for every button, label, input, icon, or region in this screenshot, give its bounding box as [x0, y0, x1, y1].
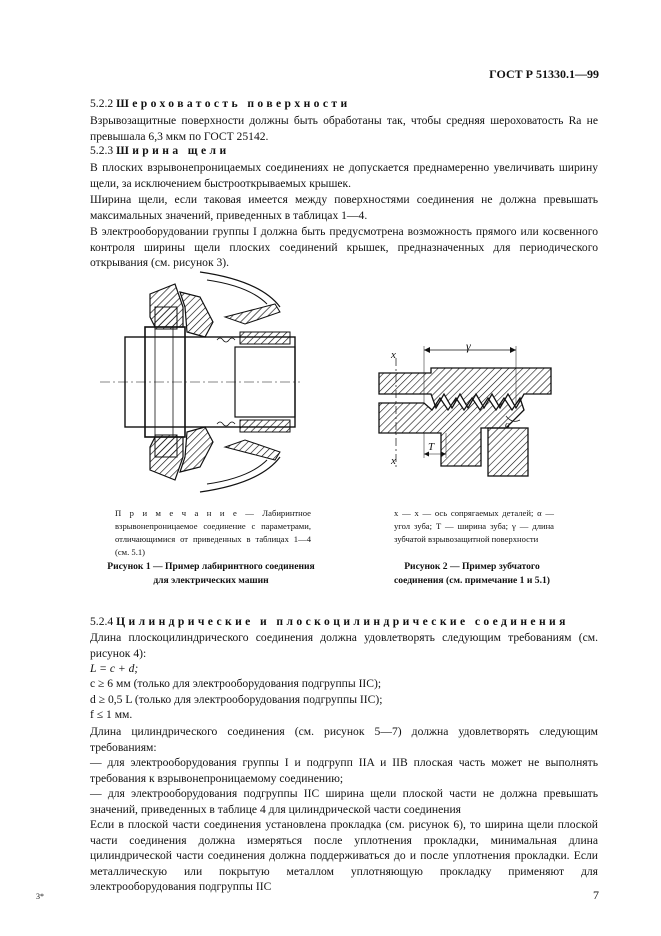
section-title: Цилиндрические и плоскоцилиндрические соединения — [116, 615, 569, 628]
paragraph-gap-1: В плоских взрывонепроницаемых соединениях не допускается преднамеренно увеличивать ширину щели, за исключением быстрооткрываемых крышек. — [90, 161, 598, 190]
label-gamma: γ — [466, 339, 471, 353]
figure-2-caption: Рисунок 2 — Пример зубчатого соединения (см. примечание 1 и 5.1) — [394, 561, 550, 586]
paragraph-group-IIC: — для электрооборудования подгруппы IIC ширина щели плоской части не должна превышать значений, приведенных в таблице 4 для цилиндрической части соединения — [90, 787, 598, 816]
section-5-2-4-heading — [90, 615, 569, 628]
figure-2-drawing — [376, 338, 556, 478]
section-number: 5.2.4 — [90, 615, 114, 628]
section-number: 5.2.3 — [90, 144, 114, 157]
paragraph-gap-2: Ширина щели, если таковая имеется между поверхностями соединения не должна превышать максимальных значений, приведенных в таблицах 1—4. — [90, 193, 598, 222]
figure-2-note: x — x — ось сопрягаемых деталей; α — угол зуба; T — ширина зуба; γ — длина зубчатой взрывозащитной поверхности — [394, 508, 554, 544]
section-title: Шероховатость поверхности — [116, 97, 351, 110]
formula-c: c ≥ 6 мм (только для электрооборудования подгруппы IIC); — [90, 677, 382, 690]
formula-f: f ≤ 1 мм. — [90, 708, 133, 721]
document-code: ГОСТ Р 51330.1—99 — [489, 67, 599, 81]
label-x-top: x — [391, 349, 396, 361]
figure-1-note: П р и м е ч а н и е — Лабиринтное взрывонепроницаемое соединение с параметрами, отличающимися от приведенных в таблицах 1—4 (см. 5.1) — [115, 508, 311, 557]
paragraph-flat-cyl-length: Длина плоскоцилиндрического соединения должна удовлетворять следующим требованиям (см. рисунок 4): — [90, 631, 598, 660]
paragraph-group-I: — для электрооборудования группы I и подгрупп IIA и IIB плоская часть может не выполнять требования к взрывонепроницаемому соединению; — [90, 756, 598, 785]
label-T: T — [428, 441, 435, 453]
paragraph-cyl-length: Длина цилиндрического соединения (см. рисунок 5—7) должна удовлетворять следующим требованиям: — [90, 725, 598, 754]
figure-1-drawing — [95, 262, 305, 502]
formula-L: L = c + d; — [90, 662, 139, 675]
sheet-mark: 3* — [36, 892, 44, 901]
section-5-2-3-heading — [90, 144, 230, 157]
figure-1-caption: Рисунок 1 — Пример лабиринтного соединения для электрических машин — [107, 561, 315, 586]
page-number: 7 — [593, 888, 599, 902]
label-alpha: α — [505, 420, 511, 431]
section-5-2-2-heading — [90, 97, 351, 110]
section-number: 5.2.2 — [90, 97, 114, 110]
formula-d: d ≥ 0,5 L (только для электрооборудования подгруппы IIC); — [90, 693, 383, 706]
paragraph-gap-3: В электрооборудовании группы I должна быть предусмотрена возможность прямого или косвенного контроля ширины щели плоских соединений крышек, предназначенных для периодического открывания (см. рисунок 3). — [90, 225, 598, 270]
paragraph-gasket: Если в плоской части соединения установлена прокладка (см. рисунок 6), то ширина щели плоской части соединения должна измеряться после уплотнения прокладки, минимальная длина цилиндрической части соединения должна поддерживаться до и после уплотнения прокладки. Если металлическую или покрытую металлом уплотняющую прокладку применяют для электрооборудования подгруппы IIC — [90, 818, 598, 894]
label-x-bottom: x — [391, 455, 396, 467]
section-title: Ширина щели — [116, 144, 230, 157]
paragraph-roughness: Взрывозащитные поверхности должны быть обработаны так, чтобы средняя шероховатость Ra не превышала 6,3 мкм по ГОСТ 25142. — [90, 114, 598, 143]
